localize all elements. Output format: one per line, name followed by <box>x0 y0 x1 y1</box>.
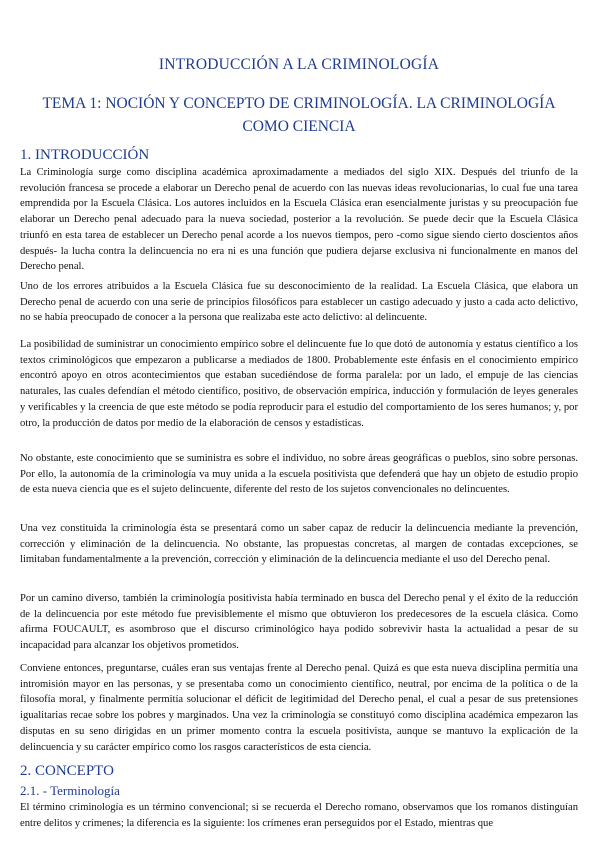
paragraph: No obstante, este conocimiento que se suministra es sobre el individuo, no sobre áreas geográficas o pueblos, sino sobre personas. Por ello, la autonomía de la criminología va muy unida a la escuela positivista que defenderá que hay un objeto de estudio propio de esta nueva ciencia que es el sujeto delincuente, diferente del resto de los sujetos convencionales no delincuentes. <box>20 453 578 496</box>
paragraph: Una vez constituida la criminología ésta se presentará como un saber capaz de reducir la delincuencia mediante la prevención, corrección y eliminación de la delincuencia. No obstante, las propuestas concretas, al margen de contadas excepciones, se limitaban fundamentalmente a la prevención, corrección y eliminación de la delincuencia mediante el uso del Derecho penal. <box>20 523 578 566</box>
paragraph: Uno de los errores atribuidos a la Escuela Clásica fue su desconocimiento de la realidad. La Escuela Clásica, que elabora un Derecho penal de acuerdo con una serie de principios filosóficos para establecer un castigo adecuado y justo a cada acto delictivo, no se había preocupado de conocer a la persona que realizaba este acto delictivo: al delincuente. <box>20 281 578 324</box>
paragraph: El término criminología es un término convencional; si se recuerda el Derecho romano, observamos que los romanos distinguían entre delitos y crímenes; la diferencia es la siguiente: los crímenes eran perseguidos por el Estado, mientras que <box>20 802 578 829</box>
paragraph: La Criminología surge como disciplina académica aproximadamente a mediados del siglo XIX. Después del triunfo de la revolución francesa se procede a elaborar un Derecho penal de acuerdo con las nuevas ideas revolucionarias, lo cual fue una tarea emprendida por la Escuela Clásica. Los autores incluidos en la Escuela Clásica eran esencialmente juristas y su preocupación fue elaborar un Derecho penal adecuado para la nueva sociedad, posterior a la revolución. Se puede decir que la Escuela Clásica triunfó en esta tarea de establecer un Derecho penal acorde a los nuevos tiempos, pero -como sigue siendo cierto doscientos años después- la lucha contra la delincuencia no era ni es una función que pudiera dejarse exclusiva ni funcionalmente en manos del Derecho penal. <box>20 167 578 273</box>
paragraph: Conviene entonces, preguntarse, cuáles eran sus ventajas frente al Derecho penal. Quizá es que esta nueva disciplina permitía una intromisión mayor en las personas, y se presentaba como un conocimiento científico, neutral, por encima de la política o de la filosofía moral, y finalmente permitía solucionar el déficit de legitimidad del Derecho penal, el cual a pesar de sus pretensiones igualitarias recae sobre los pobres y marginados. Una vez la criminología se constituyó como disciplina académica empezaron las disputas en su seno dirigidas en un primer momento contra la escuela positivista, aunque se mantuvo la explicación de la delincuencia y su carácter empírico como los rasgos característicos de esta ciencia. <box>20 663 578 753</box>
subsection-heading-terminologia: 2.1. - Terminología <box>20 783 120 798</box>
document-title: INTRODUCCIÓN A LA CRIMINOLOGÍA <box>158 56 440 73</box>
paragraph: La posibilidad de suministrar un conocimiento empírico sobre el delincuente fue lo que dotó de autonomía y estatus científico a los textos criminológicos que empezaron a publicarse a mediados de 1800. Probablemente este énfasis en el conocimiento empírico encontró apoyo en otros acontecimientos que estaban sucediéndose de forma paralela: por un lado, el empuje de las ciencias naturales, las cuales defendían el método científico, positivo, de observación empírica, inducción y formulación de leyes generales y verificables y la creencia de que este método se podía reproducir para el estudio del comportamiento de los seres humanos; y, por otro, la producción de datos por medio de la elaboración de censos y estadísticas. <box>20 339 578 429</box>
section-heading-introduccion: 1. INTRODUCCIÓN <box>20 147 150 163</box>
paragraph: Por un camino diverso, también la criminología positivista había terminado en busca del Derecho penal y el éxito de la reducción de la delincuencia por este método fue previsiblemente el mismo que obtuvieron los predecesores de la escuela clásica. Como afirma FOUCAULT, es asombroso que el discurso criminológico haya podido sobrevivir hasta la actualidad a pesar de su incapacidad para alcanzar los objetivos prometidos. <box>20 593 578 652</box>
section-heading-concepto: 2. CONCEPTO <box>20 763 114 779</box>
document-subtitle: TEMA 1: NOCIÓN Y CONCEPTO DE CRIMINOLOGÍA. LA CRIMINOLOGÍA COMO CIENCIA <box>42 95 556 135</box>
